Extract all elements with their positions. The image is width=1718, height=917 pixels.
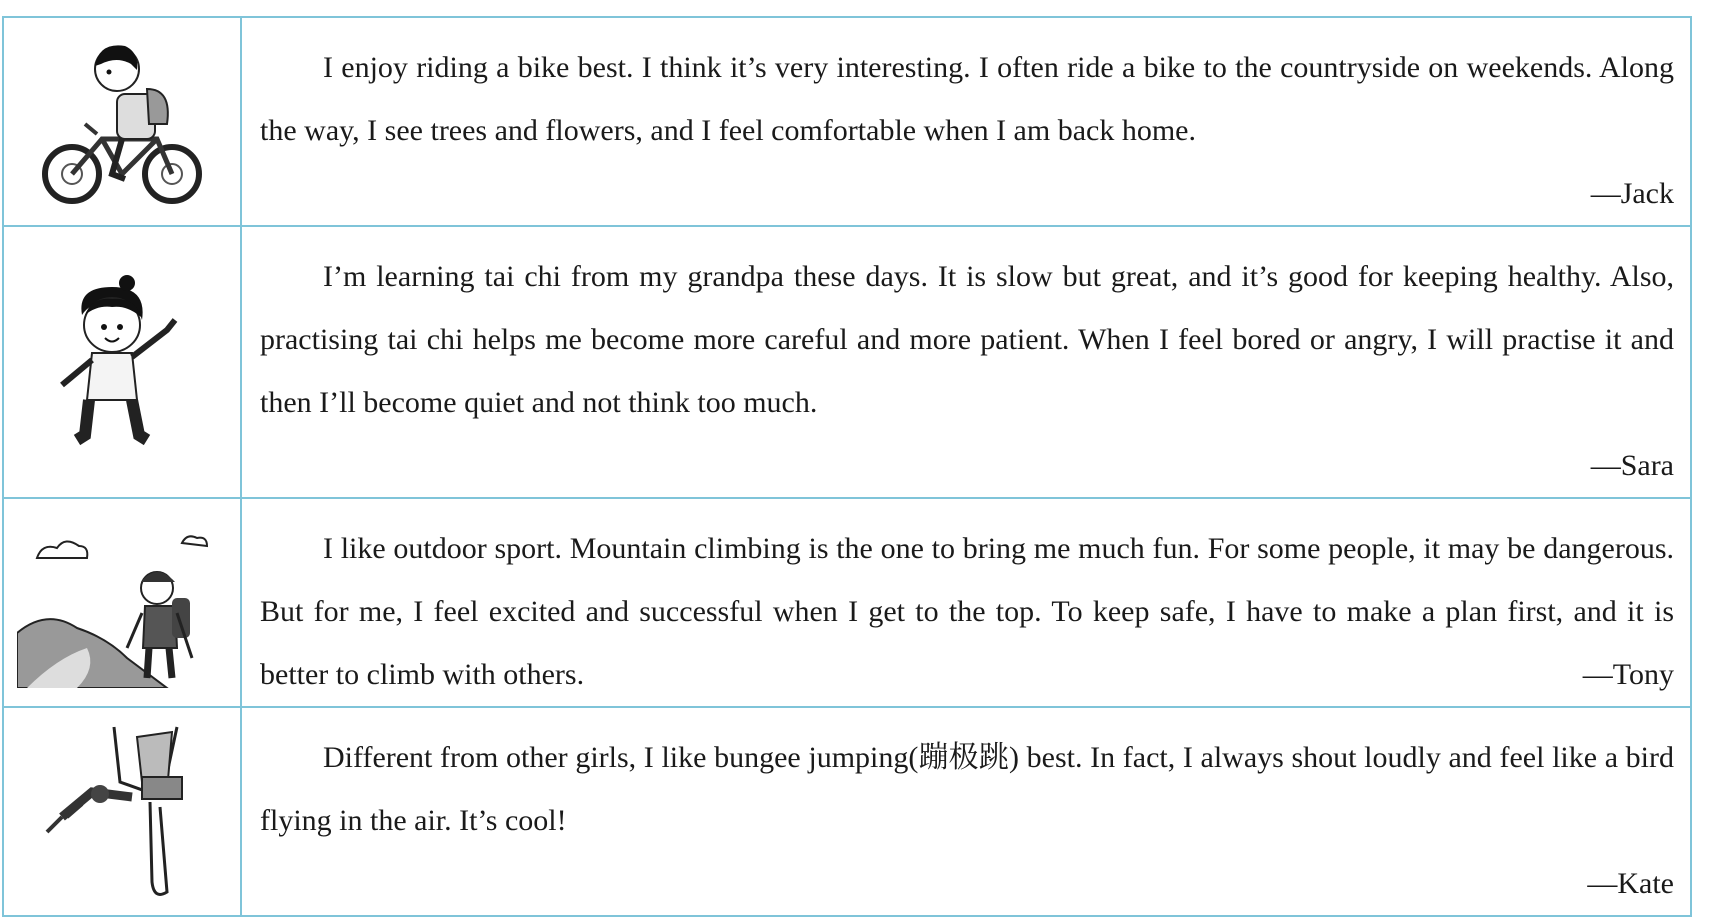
passage-cell (241, 707, 1691, 916)
entry-row-tony (3, 498, 1691, 707)
boy-mountain-climbing-icon (17, 518, 227, 688)
author-signature: —Jack (1590, 177, 1674, 210)
passage-cell (241, 498, 1691, 707)
entry-row-kate (3, 707, 1691, 916)
author-signature: —Sara (1590, 449, 1674, 482)
picture-cell (3, 498, 241, 707)
author-signature: —Tony (1582, 658, 1674, 691)
passages-table (2, 16, 1692, 917)
passage-cell (241, 17, 1691, 226)
entry-row-jack (3, 17, 1691, 226)
picture-cell (3, 226, 241, 498)
passage-cell (241, 226, 1691, 498)
picture-cell (3, 17, 241, 226)
passage-text: Different from other girls, I like bungee jumping(蹦极跳) best. In fact, I always shout loudly and feel like a bird flying in the air. It’s cool! (260, 741, 1674, 837)
bungee-jumping-icon (42, 722, 202, 902)
passage-text: I’m learning tai chi from my grandpa these days. It is slow but great, and it’s good for keeping healthy. Also, practising tai chi helps me become more careful and more patient. When I feel bored or angry, I will practise it and then I’ll become quiet and not think too much. (260, 260, 1674, 419)
entry-row-sara (3, 226, 1691, 498)
passage-text: I enjoy riding a bike best. I think it’s very interesting. I often ride a bike to the countryside on weekends. Along the way, I see trees and flowers, and I feel comfortable when I am back home. (260, 51, 1674, 147)
girl-tai-chi-icon (47, 275, 197, 450)
picture-cell (3, 707, 241, 916)
passage-text (260, 517, 1674, 706)
author-signature: —Kate (1587, 867, 1674, 900)
boy-riding-bike-icon (37, 34, 207, 209)
passage-body: I like outdoor sport. Mountain climbing is the one to bring me much fun. For some people, it may be dangerous. But for me, I feel excited and successful when I get to the top. To keep safe, I have to make a plan first, and it is better to climb with others. (260, 532, 1674, 691)
